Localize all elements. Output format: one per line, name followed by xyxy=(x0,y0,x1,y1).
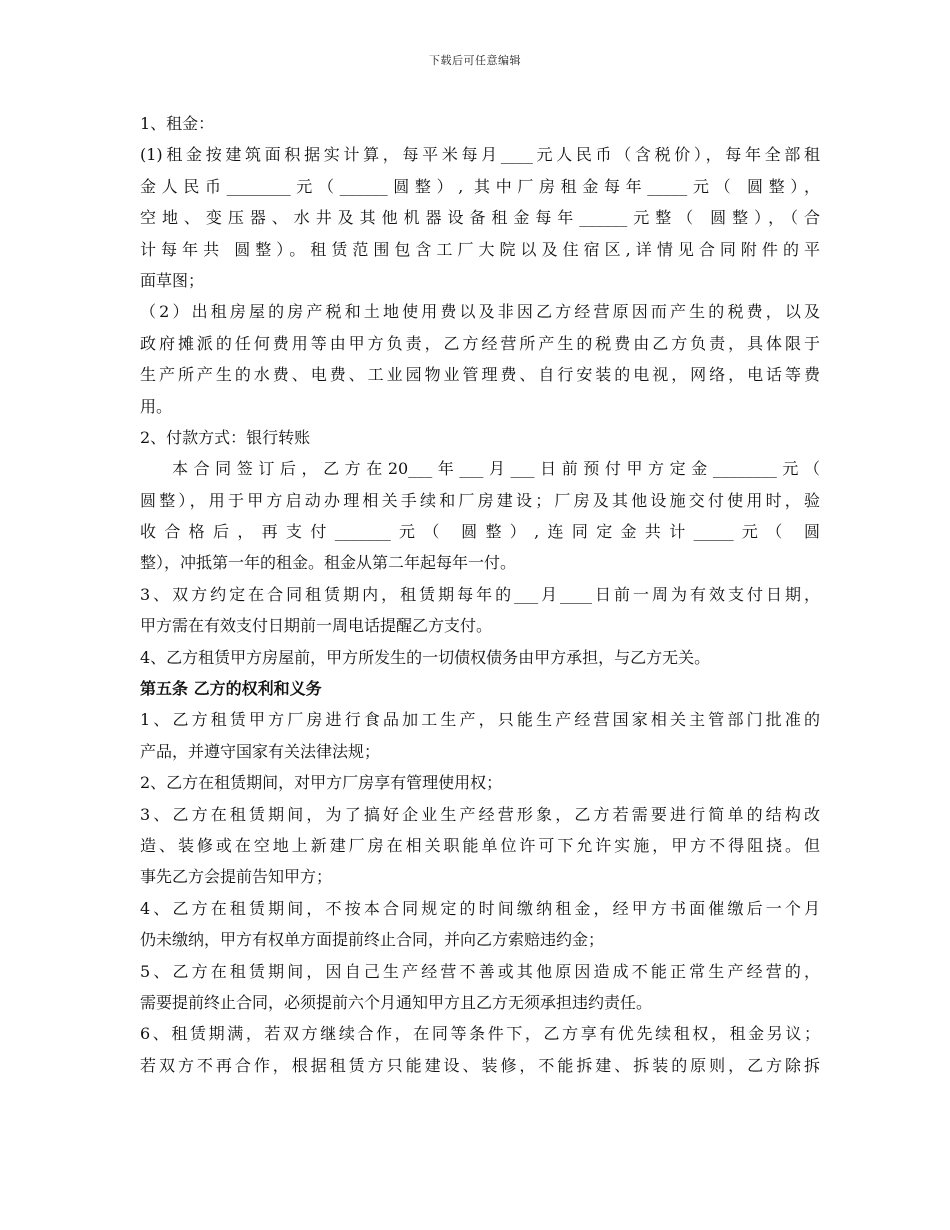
document-line: 整），冲抵第一年的租金。租金从第二年起每年一付。 xyxy=(140,553,517,573)
document-line: 造、装修或在空地上新建厂房在相关职能单位许可下允许实施，甲方不得阻挠。但 xyxy=(140,835,820,855)
document-line: 圆整），用于甲方启动办理相关手续和厂房建设；厂房及其他设施交付使用时，验 xyxy=(140,490,820,510)
page-header: 下载后可任意编辑 xyxy=(429,54,521,67)
section-heading: 第五条 乙方的权利和义务 xyxy=(140,679,322,699)
document-line: 5、乙方在租赁期间，因自己生产经营不善或其他原因造成不能正常生产经营的， xyxy=(140,961,820,981)
document-line: 政府摊派的任何费用等由甲方负责，乙方经营所产生的税费由乙方负责，具体限于 xyxy=(140,333,820,353)
document-line: 2、乙方在租赁期间，对甲方厂房享有管理使用权； xyxy=(140,773,503,793)
document-line: 本合同签订后，乙方在20___年___月___日前预付甲方定金________元（ xyxy=(172,459,820,479)
document-line: 计每年共 圆整）。租赁范围包含工厂大院以及住宿区,详情见合同附件的平 xyxy=(140,239,820,259)
document-body xyxy=(140,108,820,1081)
document-line: 金人民币________元（______圆整）, 其中厂房租金每年_____元（ 圆整）， xyxy=(140,176,820,196)
document-line: (1)租金按建筑面积据实计算，每平米每月____元人民币（含税价），每年全部租 xyxy=(140,145,820,165)
document-line: 需要提前终止合同，必须提前六个月通知甲方且乙方无须承担违约责任。 xyxy=(140,992,653,1012)
document-line: 1、乙方租赁甲方厂房进行食品加工生产，只能生产经营国家相关主管部门批准的 xyxy=(140,710,820,730)
document-line: 生产所产生的水费、电费、工业园物业管理费、自行安装的电视，网络，电话等费 xyxy=(140,365,820,385)
document-line: 产品，并遵守国家有关法律法规； xyxy=(140,741,381,761)
document-line: 3、双方约定在合同租赁期内，租赁期每年的___月____日前一周为有效支付日期， xyxy=(140,584,820,604)
document-line: 收合格后，再支付_______元（ 圆整）,连同定金共计_____元（ 圆 xyxy=(140,522,820,542)
document-line: 3、乙方在租赁期间，为了搞好企业生产经营形象，乙方若需要进行简单的结构改 xyxy=(140,804,820,824)
document-line: 面草图； xyxy=(140,270,205,290)
document-line: 事先乙方会提前告知甲方； xyxy=(140,867,333,887)
document-line: 4、乙方租赁甲方房屋前，甲方所发生的一切债权债务由甲方承担，与乙方无关。 xyxy=(140,647,711,667)
document-line: 6、租赁期满，若双方继续合作，在同等条件下，乙方享有优先续租权，租金另议； xyxy=(140,1024,820,1044)
document-line: 仍未缴纳，甲方有权单方面提前终止合同，并向乙方索赔违约金； xyxy=(140,930,605,950)
document-line: 用。 xyxy=(140,396,173,416)
document-line: 2、付款方式：银行转账 xyxy=(140,427,311,447)
document-line: 甲方需在有效支付日期前一周电话提醒乙方支付。 xyxy=(140,616,493,636)
document-line: 1、租金： xyxy=(140,114,215,133)
document-line: 4、乙方在租赁期间，不按本合同规定的时间缴纳租金，经甲方书面催缴后一个月 xyxy=(140,898,820,918)
document-line: 若双方不再合作，根据租赁方只能建设、装修，不能拆建、拆装的原则，乙方除拆 xyxy=(140,1055,820,1075)
document-line: 空地、变压器、水井及其他机器设备租金每年______元整（ 圆整），（合 xyxy=(140,208,820,228)
document-line: （2）出租房屋的房产税和土地使用费以及非因乙方经营原因而产生的税费，以及 xyxy=(140,302,820,322)
